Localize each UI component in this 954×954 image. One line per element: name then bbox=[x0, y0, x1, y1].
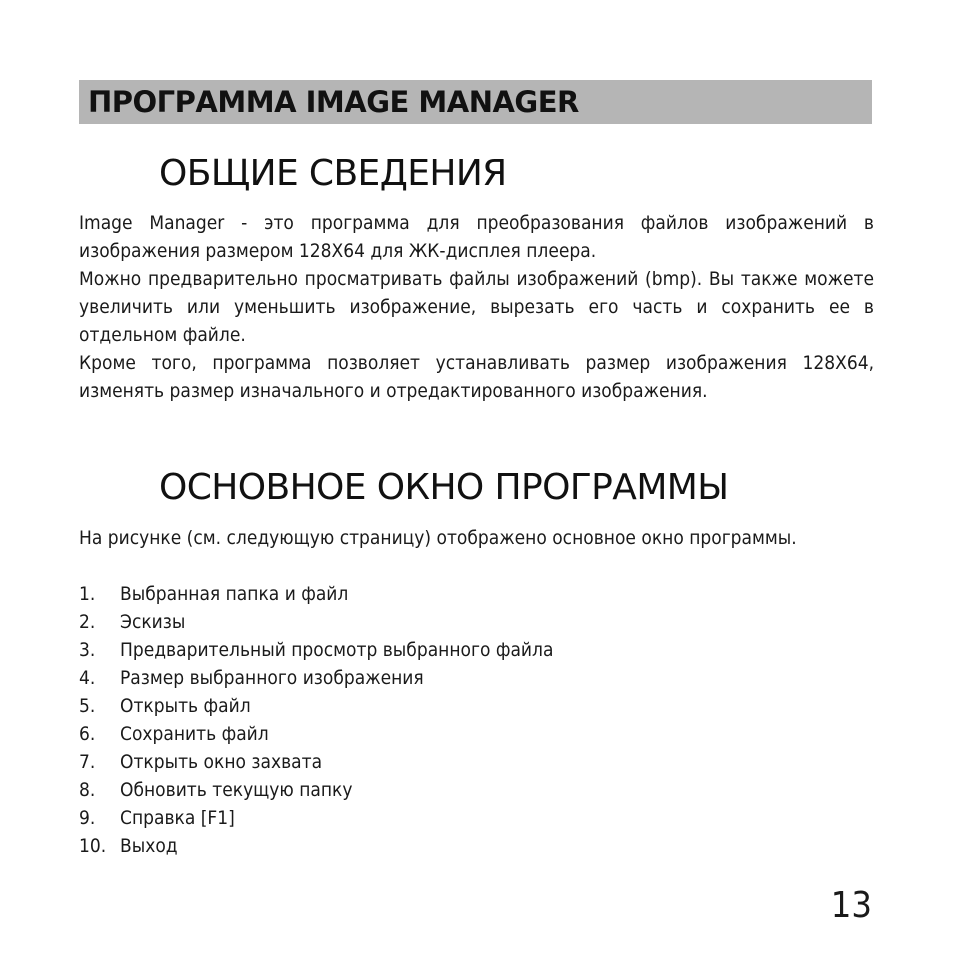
list-item bbox=[79, 692, 553, 720]
list-item-text: Открыть окно захвата bbox=[120, 751, 323, 773]
list-item-text: Выход bbox=[120, 835, 178, 857]
list-item bbox=[79, 832, 553, 860]
section-title-main-window: ОСНОВНОЕ ОКНО ПРОГРАММЫ bbox=[159, 467, 729, 508]
list-item-number: 1. bbox=[79, 583, 96, 605]
paragraph: Можно предварительно просматривать файлы изображений (bmp). Вы также можете увеличить или уменьшить изображение, вырезать его часть и сохранить ее в отдельном файле. bbox=[79, 268, 874, 346]
paragraph: На рисунке (см. следующую страницу) отображено основное окно программы. bbox=[79, 527, 797, 549]
page-number: 13 bbox=[830, 885, 872, 926]
list-item-number: 8. bbox=[79, 779, 96, 801]
list-item-number: 4. bbox=[79, 667, 96, 689]
list-item bbox=[79, 748, 553, 776]
list-item-number: 7. bbox=[79, 751, 96, 773]
list-item-text: Сохранить файл bbox=[120, 723, 269, 745]
list-item-text: Выбранная папка и файл bbox=[120, 583, 349, 605]
list-item-text: Открыть файл bbox=[120, 695, 251, 717]
chapter-title: ПРОГРАММА IMAGE MANAGER bbox=[88, 85, 579, 119]
list-item bbox=[79, 776, 553, 804]
list-item bbox=[79, 664, 553, 692]
paragraph: Image Manager - это программа для преобразования файлов изображений в изображения размером 128X64 для ЖК-дисплея плеера. bbox=[79, 212, 874, 262]
section-title-general: ОБЩИЕ СВЕДЕНИЯ bbox=[159, 153, 507, 194]
list-item-text: Эскизы bbox=[120, 611, 186, 633]
list-item bbox=[79, 804, 553, 832]
list-item-text: Обновить текущую папку bbox=[120, 779, 353, 801]
list-item-number: 9. bbox=[79, 807, 96, 829]
list-item-number: 6. bbox=[79, 723, 96, 745]
list-item-number: 3. bbox=[79, 639, 96, 661]
list-item-number: 5. bbox=[79, 695, 96, 717]
general-info-text bbox=[79, 209, 874, 405]
list-item bbox=[79, 580, 553, 608]
list-item bbox=[79, 636, 553, 664]
paragraph: Кроме того, программа позволяет устанавливать размер изображения 128X64, изменять размер изначального и отредактированного изображения. bbox=[79, 352, 874, 402]
main-window-intro bbox=[79, 524, 874, 552]
list-item bbox=[79, 720, 553, 748]
list-item-text: Справка [F1] bbox=[120, 807, 235, 829]
list-item-number: 10. bbox=[79, 835, 107, 857]
chapter-banner bbox=[79, 80, 872, 124]
list-item-text: Предварительный просмотр выбранного файла bbox=[120, 639, 554, 661]
list-item bbox=[79, 608, 553, 636]
list-item-text: Размер выбранного изображения bbox=[120, 667, 424, 689]
window-elements-list bbox=[79, 580, 553, 860]
list-item-number: 2. bbox=[79, 611, 96, 633]
